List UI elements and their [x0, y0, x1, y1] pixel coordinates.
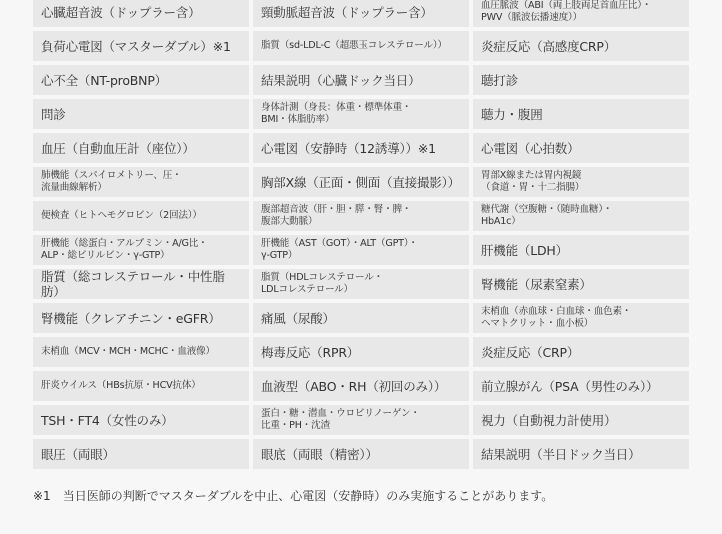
exam-item-cell: 肝機能（AST（GOT）・ALT（GPT）・ γ-GTP） — [253, 235, 469, 265]
exam-item-cell: 血圧脈波（ABI（両上肢両足首血圧比）・ PWV（脈波伝播速度）） — [473, 0, 689, 27]
exam-item-cell: 心電図（安静時（12誘導））※1 — [253, 133, 469, 163]
exam-items-table — [33, 0, 689, 469]
exam-item-cell: 問診 — [33, 99, 249, 129]
exam-item-cell: 心不全（NT-proBNP） — [33, 65, 249, 95]
exam-item-cell: 視力（自動視力計使用） — [473, 405, 689, 435]
exam-item-cell: 腎機能（クレアチニン・eGFR） — [33, 303, 249, 333]
exam-item-cell: 前立腺がん（PSA（男性のみ）） — [473, 371, 689, 401]
exam-item-cell: 心電図（心拍数） — [473, 133, 689, 163]
exam-item-cell: 腹部超音波（肝・胆・膵・腎・脾・ 腹部大動脈） — [253, 201, 469, 231]
exam-item-cell: 脂質（sd-LDL-C（超悪玉コレステロール）） — [253, 31, 469, 61]
exam-item-cell: 頸動脈超音波（ドップラー含） — [253, 0, 469, 27]
exam-item-cell: 眼圧（両眼） — [33, 439, 249, 469]
exam-item-cell: 結果説明（半日ドック当日） — [473, 439, 689, 469]
exam-item-cell: 蛋白・糖・潜血・ウロビリノーゲン・ 比重・PH・沈渣 — [253, 405, 469, 435]
exam-item-cell: 胸部X線（正面・側面（直接撮影）） — [253, 167, 469, 197]
exam-item-cell: 炎症反応（CRP） — [473, 337, 689, 367]
exam-item-cell: 胃部X線または胃内視鏡 （食道・胃・十二指腸） — [473, 167, 689, 197]
exam-item-cell: 末梢血（MCV・MCH・MCHC・血液像） — [33, 337, 249, 367]
exam-item-cell: 血圧（自動血圧計（座位）） — [33, 133, 249, 163]
exam-item-cell: 眼底（両眼（精密）） — [253, 439, 469, 469]
exam-item-cell: 末梢血（赤血球・白血球・血色素・ ヘマトクリット・血小板） — [473, 303, 689, 333]
exam-item-cell: 血液型（ABO・RH（初回のみ）） — [253, 371, 469, 401]
exam-item-cell: 結果説明（心臓ドック当日） — [253, 65, 469, 95]
exam-item-cell: 脂質（HDLコレステロール・ LDLコレステロール） — [253, 269, 469, 299]
exam-item-cell: 身体計測（身長：体重・標準体重・ BMI・体脂肪率） — [253, 99, 469, 129]
exam-item-cell: 糖代謝（空腹糖・（随時血糖）・ HbA1c） — [473, 201, 689, 231]
exam-item-cell: 心臓超音波（ドップラー含） — [33, 0, 249, 27]
exam-item-cell: 便検査（ヒトヘモグロビン（2回法）） — [33, 201, 249, 231]
exam-item-cell: 梅毒反応（RPR） — [253, 337, 469, 367]
exam-item-cell: 聴打診 — [473, 65, 689, 95]
exam-item-cell: 肺機能（スパイロメトリー、圧・ 流量曲線解析） — [33, 167, 249, 197]
exam-item-cell: 腎機能（尿素窒素） — [473, 269, 689, 299]
footnote: ※1 当日医師の判断でマスターダブルを中止、心電図（安静時）のみ実施することがあります。 — [33, 489, 554, 503]
exam-item-cell: 聴力・腹囲 — [473, 99, 689, 129]
exam-item-cell: 炎症反応（高感度CRP） — [473, 31, 689, 61]
exam-item-cell: 肝機能（LDH） — [473, 235, 689, 265]
exam-item-cell: 負荷心電図（マスターダブル）※1 — [33, 31, 249, 61]
exam-item-cell: TSH・FT4（女性のみ） — [33, 405, 249, 435]
exam-item-cell: 肝炎ウイルス（HBs抗原・HCV抗体） — [33, 371, 249, 401]
exam-item-cell: 脂質（総コレステロール・中性脂肪） — [33, 269, 249, 299]
exam-item-cell: 痛風（尿酸） — [253, 303, 469, 333]
exam-item-cell: 肝機能（総蛋白・アルブミン・A/G比・ ALP・総ビリルビン・γ-GTP） — [33, 235, 249, 265]
